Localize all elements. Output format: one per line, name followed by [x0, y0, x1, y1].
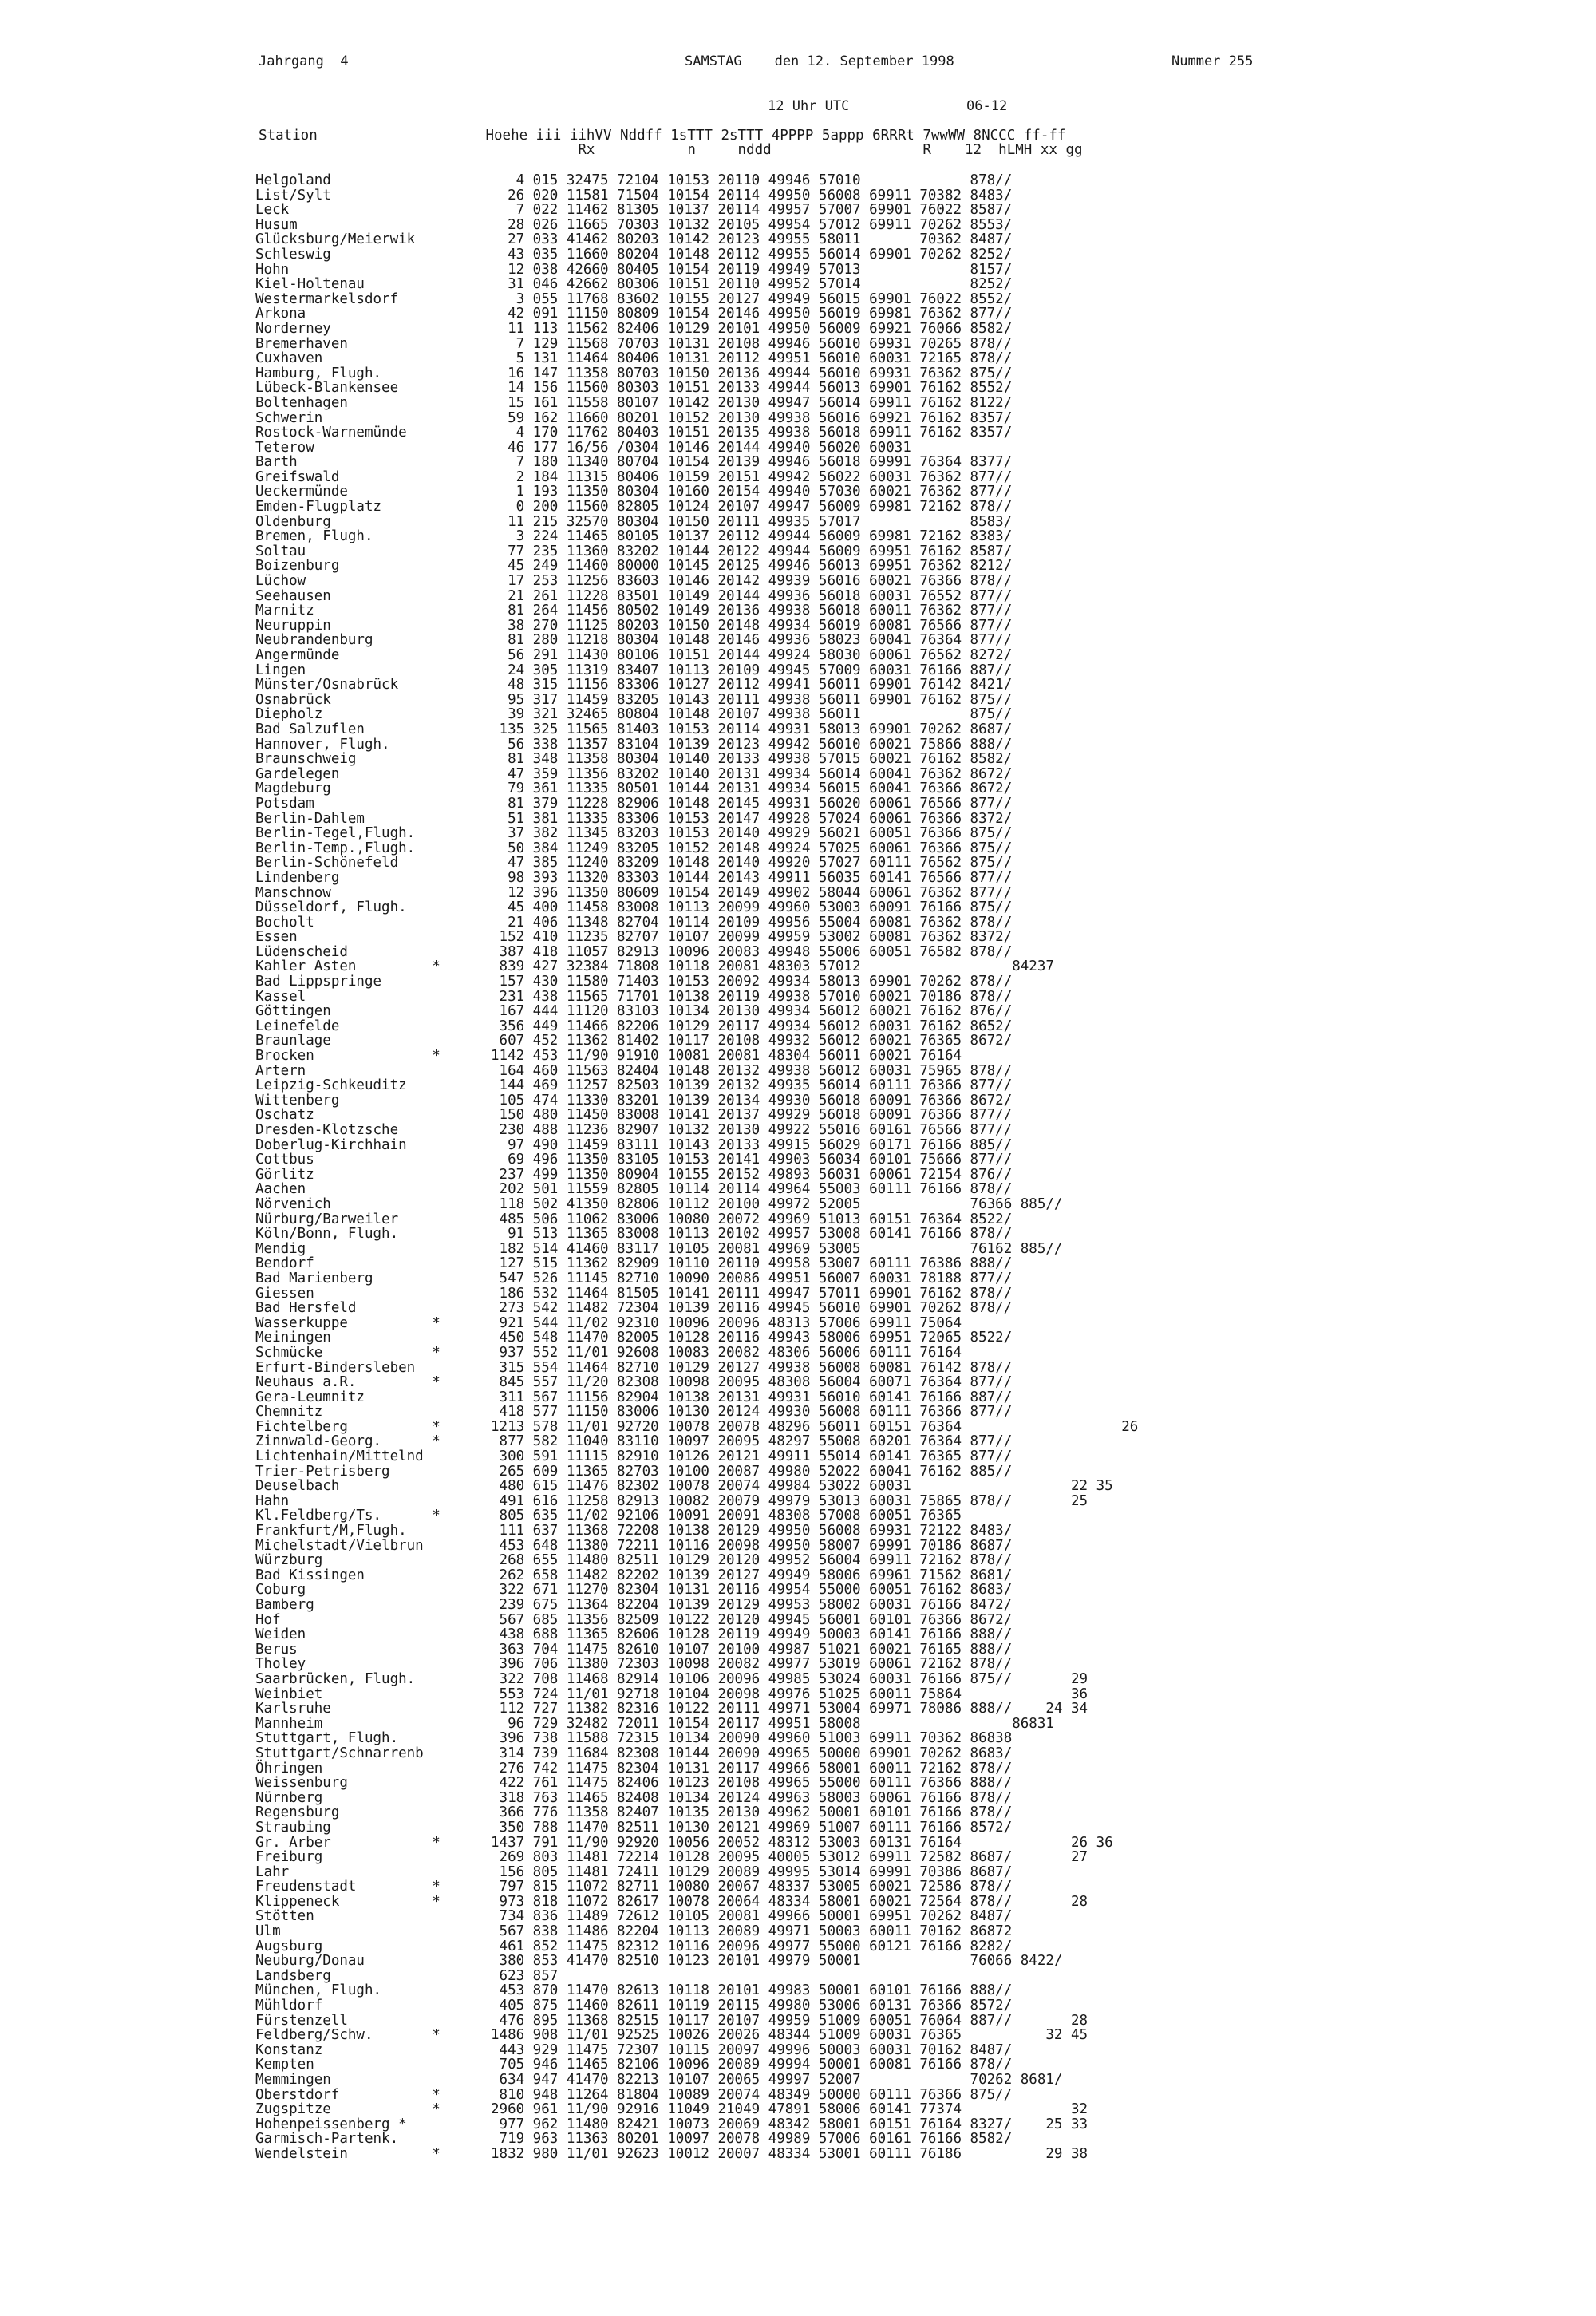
table-row: Weinbiet 553 724 11/01 92718 10104 20098 49976 51025 60011 75864 36 — [255, 1686, 1088, 1702]
table-row: Stuttgart/Schnarrenb 314 739 11684 82308 10144 20090 49965 50000 69901 70262 8683/ — [255, 1745, 1013, 1761]
table-row: List/Sylt 26 020 11581 71504 10154 20114 49950 56008 69911 70382 8483/ — [255, 187, 1013, 204]
table-row: Bad Salzuflen 135 325 11565 81403 10153 20114 49931 58013 69901 70262 8687/ — [255, 721, 1013, 737]
table-row: Zugspitze * 2960 961 11/90 92916 11049 21049 47891 58006 60141 77374 32 — [255, 2101, 1088, 2118]
table-row: Tholey 396 706 11380 72303 10098 20082 49977 53019 60061 72162 878// — [255, 1656, 1013, 1673]
table-row: Rostock-Warnemünde 4 170 11762 80403 10151 20135 49938 56018 69911 76162 8357/ — [255, 425, 1013, 441]
table-row: Weiden 438 688 11365 82606 10128 20119 49949 50003 60141 76166 888// — [255, 1626, 1013, 1643]
table-row: Kiel-Holtenau 31 046 42662 80306 10151 20110 49952 57014 8252/ — [255, 276, 1013, 293]
table-row: Regensburg 366 776 11358 82407 10135 20130 49962 50001 60101 76166 878// — [255, 1804, 1013, 1821]
table-row: Berlin-Dahlem 51 381 11335 83306 10153 20147 49928 57024 60061 76366 8372/ — [255, 810, 1013, 827]
table-row: Feldberg/Schw. * 1486 908 11/01 92525 10026 20026 48344 51009 60031 76365 32 45 — [255, 2027, 1088, 2044]
table-row: Bamberg 239 675 11364 82204 10139 20129 49953 58002 60031 76166 8472/ — [255, 1597, 1013, 1613]
table-row: Emden-Flugplatz 0 200 11560 82805 10124 20107 49947 56009 69981 72162 878// — [255, 499, 1013, 516]
table-row: Erfurt-Bindersleben 315 554 11464 82710 10129 20127 49938 56008 60081 76142 878// — [255, 1359, 1013, 1376]
table-row: Oschatz 150 480 11450 83008 10141 20137 49929 56018 60091 76366 877// — [255, 1107, 1013, 1124]
table-row: Arkona 42 091 11150 80809 10154 20146 49950 56019 69981 76362 877// — [255, 306, 1013, 322]
table-row: Kassel 231 438 11565 71701 10138 20119 49938 57010 60021 70186 878// — [255, 988, 1013, 1005]
table-row: Kempten 705 946 11465 82106 10096 20089 49994 50001 60081 76166 878// — [255, 2057, 1013, 2073]
table-row: Brocken * 1142 453 11/90 91910 10081 20081 48304 56011 60021 76164 — [255, 1048, 962, 1065]
table-row: Berlin-Tegel,Flugh. 37 382 11345 83203 10153 20140 49929 56021 60051 76366 875// — [255, 825, 1013, 842]
table-row: Nürburg/Barweiler 485 506 11062 83006 10080 20072 49969 51013 60151 76364 8522/ — [255, 1211, 1013, 1227]
table-row: Weissenburg 422 761 11475 82406 10123 20108 49965 55000 60111 76366 888// — [255, 1775, 1013, 1792]
table-row: Wendelstein * 1832 980 11/01 92623 10012 20007 48334 53001 60111 76186 29 38 — [255, 2145, 1088, 2162]
station-table — [255, 173, 1138, 2162]
table-row: Leck 7 022 11462 81305 10137 20114 49957 57007 69901 76022 8587/ — [255, 202, 1013, 219]
table-row: Memmingen 634 947 41470 82213 10107 20065 49997 52007 70262 8681/ — [255, 2072, 1063, 2088]
table-row: Norderney 11 113 11562 82406 10129 20101 49950 56009 69921 76066 8582/ — [255, 320, 1013, 337]
table-row: Angermünde 56 291 11430 80106 10151 20144 49924 58030 60061 76562 8272/ — [255, 647, 1013, 663]
table-row: Straubing 350 788 11470 82511 10130 20121 49969 51007 60111 76166 8572/ — [255, 1819, 1013, 1836]
table-row: Braunschweig 81 348 11358 80304 10140 20133 49938 57015 60021 76162 8582/ — [255, 751, 1013, 768]
table-row: Augsburg 461 852 11475 82312 10116 20096 49977 55000 60121 76166 8282/ — [255, 1938, 1013, 1954]
table-row: Bendorf 127 515 11362 82909 10110 20110 49958 53007 60111 76386 888// — [255, 1255, 1013, 1272]
table-row: Saarbrücken, Flugh. 322 708 11468 82914 10106 20096 49985 53024 60031 76166 875// 29 — [255, 1670, 1088, 1687]
table-row: Zinnwald-Georg. * 877 582 11040 83110 10097 20095 48297 55008 60201 76364 877// — [255, 1433, 1013, 1450]
table-row: Landsberg 623 857 — [255, 1967, 559, 1984]
observation-period: 06-12 — [966, 98, 1008, 114]
table-row: Teterow 46 177 16/56 /0304 10146 20144 49940 56020 60031 — [255, 439, 911, 456]
table-row: Mendig 182 514 41460 83117 10105 20081 49969 53005 76162 885// — [255, 1240, 1063, 1257]
table-row: Trier-Petrisberg 265 609 11365 82703 10100 20087 49980 52022 60041 76162 885// — [255, 1463, 1013, 1480]
table-row: Nörvenich 118 502 41350 82806 10112 20100 49972 52005 76366 885// — [255, 1196, 1063, 1212]
table-row: Lingen 24 305 11319 83407 10113 20109 49945 57009 60031 76166 887// — [255, 662, 1013, 678]
table-row: Gardelegen 47 359 11356 83202 10140 20131 49934 56014 60041 76362 8672/ — [255, 765, 1013, 782]
table-row: Leipzig-Schkeuditz 144 469 11257 82503 10139 20132 49935 56014 60111 76366 877// — [255, 1077, 1013, 1094]
table-row: Oldenburg 11 215 32570 80304 10150 20111 49935 57017 8583/ — [255, 513, 1013, 530]
table-row: Coburg 322 671 11270 82304 10131 20116 49954 55000 60051 76162 8683/ — [255, 1582, 1013, 1599]
table-row: Chemnitz 418 577 11150 83006 10130 20124 49930 56008 60111 76366 877// — [255, 1404, 1013, 1421]
header-number: Nummer 255 — [1171, 53, 1254, 69]
table-row: Wasserkuppe * 921 544 11/02 92310 10096 20096 48313 57006 69911 75064 — [255, 1314, 962, 1331]
table-row: Hannover, Flugh. 56 338 11357 83104 10139 20123 49942 56010 60021 75866 888// — [255, 736, 1013, 753]
table-row: Neubrandenburg 81 280 11218 80304 10148 20146 49936 58023 60041 76364 877// — [255, 632, 1013, 649]
table-row: Doberlug-Kirchhain 97 490 11459 83111 10143 20133 49915 56029 60171 76166 885// — [255, 1136, 1013, 1153]
table-row: Freiburg 269 803 11481 72214 10128 20095 40005 53012 69911 72582 8687/ 27 — [255, 1849, 1088, 1866]
table-row: Schleswig 43 035 11660 80204 10148 20112 49955 56014 69901 70262 8252/ — [255, 246, 1013, 263]
table-row: Boltenhagen 15 161 11558 80107 10142 20130 49947 56014 69911 76162 8122/ — [255, 394, 1013, 411]
table-row: Oberstdorf * 810 948 11264 81804 10089 20074 48349 50000 60111 76366 875// — [255, 2086, 1013, 2103]
table-row: Stötten 734 836 11489 72612 10105 20081 49966 50001 69951 70262 8487/ — [255, 1908, 1013, 1925]
table-row: Seehausen 21 261 11228 83501 10149 20144 49936 56018 60031 76552 877// — [255, 587, 1013, 604]
table-row: Hahn 491 616 11258 82913 10082 20079 49979 53013 60031 75865 878// 25 — [255, 1492, 1088, 1509]
table-row: Konstanz 443 929 11475 72307 10115 20097 49996 50003 60031 70162 8487/ — [255, 2041, 1013, 2058]
observation-time: 12 Uhr UTC — [768, 98, 850, 114]
table-row: Magdeburg 79 361 11335 80501 10144 20131 49934 56015 60041 76366 8672/ — [255, 781, 1013, 797]
table-row: Braunlage 607 452 11362 81402 10117 20108 49932 56012 60021 76365 8672/ — [255, 1033, 1013, 1049]
table-row: Hohenpeissenberg * 977 962 11480 82421 10073 20069 48342 58001 60151 76164 8327/ 25 33 — [255, 2116, 1088, 2132]
table-row: Lahr 156 805 11481 72411 10129 20089 49995 53014 69991 70386 8687/ — [255, 1863, 1013, 1880]
table-row: Lübeck-Blankensee 14 156 11560 80303 10151 20133 49944 56013 69901 76162 8552/ — [255, 380, 1013, 397]
table-row: Ulm 567 838 11486 82204 10113 20089 49971 50003 60011 70162 86872 — [255, 1923, 1013, 1940]
table-row: Bremerhaven 7 129 11568 70703 10131 20108 49946 56010 69931 70265 878// — [255, 335, 1013, 352]
table-row: Westermarkelsdorf 3 055 11768 83602 10155 20127 49949 56015 69901 76022 8552/ — [255, 290, 1013, 307]
table-row: Klippeneck * 973 818 11072 82617 10078 20064 48334 58001 60021 72564 878// 28 — [255, 1893, 1088, 1910]
table-row: Michelstadt/Vielbrun 453 648 11380 72211 10116 20098 49950 58007 69991 70186 8687/ — [255, 1537, 1013, 1554]
table-row: Frankfurt/M,Flugh. 111 637 11368 72208 10138 20129 49950 56008 69931 72122 8483/ — [255, 1523, 1013, 1539]
table-row: Aachen 202 501 11559 82805 10114 20114 49964 55003 60111 76166 878// — [255, 1181, 1013, 1198]
table-row: Berus 363 704 11475 82610 10107 20100 49987 51021 60021 76165 888// — [255, 1641, 1013, 1658]
table-row: Soltau 77 235 11360 83202 10144 20122 49944 56009 69951 76162 8587/ — [255, 543, 1013, 559]
table-row: Gera-Leumnitz 311 567 11156 82904 10138 20131 49931 56010 60141 76166 887// — [255, 1389, 1013, 1405]
table-row: Wittenberg 105 474 11330 83201 10139 20134 49930 56018 60091 76366 8672/ — [255, 1092, 1013, 1109]
table-row: Glücksburg/Meierwik 27 033 41462 80203 10142 20123 49955 58011 70362 8487/ — [255, 231, 1013, 248]
header-date: SAMSTAG den 12. September 1998 — [685, 53, 954, 69]
table-row: Diepholz 39 321 32465 80804 10148 20107 49938 56011 875// — [255, 706, 1013, 723]
table-row: Kl.Feldberg/Ts. * 805 635 11/02 92106 10091 20091 48308 57008 60051 76365 — [255, 1508, 962, 1524]
table-row: Bremen, Flugh. 3 224 11465 80105 10137 20112 49944 56009 69981 72162 8383/ — [255, 528, 1013, 545]
column-header-line-1: Station Hoehe iii iihVV Nddff 1sTTT 2sTTT 4PPPP 5appp 6RRRt 7wwWW 8NCCC ff-ff — [259, 128, 1066, 144]
table-row: Osnabrück 95 317 11459 83205 10143 20111 49938 56011 69901 76162 875// — [255, 691, 1013, 708]
table-row: Ueckermünde 1 193 11350 80304 10160 20154 49940 57030 60021 76362 877// — [255, 484, 1013, 500]
table-row: Gr. Arber * 1437 791 11/90 92920 10056 20052 48312 53003 60131 76164 26 36 — [255, 1834, 1113, 1851]
table-row: Barth 7 180 11340 80704 10154 20139 49946 56018 69991 76364 8377/ — [255, 454, 1013, 471]
table-row: Meiningen 450 548 11470 82005 10128 20116 49943 58006 69951 72065 8522/ — [255, 1330, 1013, 1346]
table-row: Mühldorf 405 875 11460 82611 10119 20115 49980 53006 60131 76366 8572/ — [255, 1998, 1013, 2014]
table-row: Freudenstadt * 797 815 11072 82711 10080 20067 48337 53005 60021 72586 878// — [255, 1879, 1013, 1895]
table-row: Marnitz 81 264 11456 80502 10149 20136 49938 56018 60011 76362 877// — [255, 603, 1013, 619]
table-row: Berlin-Temp.,Flugh. 50 384 11249 83205 10152 20148 49924 57025 60061 76366 875// — [255, 840, 1013, 856]
table-row: Cottbus 69 496 11350 83105 10153 20141 49903 56034 60101 75666 877// — [255, 1152, 1013, 1168]
table-row: Neuruppin 38 270 11125 80203 10150 20148 49934 56019 60081 76566 877// — [255, 617, 1013, 634]
table-row: Berlin-Schönefeld 47 385 11240 83209 10148 20140 49920 57027 60111 76562 875// — [255, 855, 1013, 871]
table-row: Bad Hersfeld 273 542 11482 72304 10139 20116 49945 56010 69901 70262 878// — [255, 1300, 1013, 1317]
table-row: Fichtelberg * 1213 578 11/01 92720 10078 20078 48296 56011 60151 76364 26 — [255, 1418, 1139, 1435]
table-row: Bad Lippspringe 157 430 11580 71403 10153 20092 49934 58013 69901 70262 878// — [255, 974, 1013, 990]
table-row: Husum 28 026 11665 70303 10132 20105 49954 57012 69911 70262 8553/ — [255, 216, 1013, 233]
table-row: Potsdam 81 379 11228 82906 10148 20145 49931 56020 60061 76566 877// — [255, 795, 1013, 812]
table-row: München, Flugh. 453 870 11470 82613 10118 20101 49983 50001 60101 76166 888// — [255, 1982, 1013, 1999]
table-row: Karlsruhe 112 727 11382 82316 10122 20111 49971 53004 69971 78086 888// 24 34 — [255, 1701, 1088, 1717]
table-row: Schmücke * 937 552 11/01 92608 10083 20082 48306 56006 60111 76164 — [255, 1344, 962, 1361]
table-row: Leinefelde 356 449 11466 82206 10129 20117 49934 56012 60031 76162 8652/ — [255, 1018, 1013, 1034]
table-row: Helgoland 4 015 32475 72104 10153 20110 49946 57010 878// — [255, 172, 1013, 188]
table-row: Bad Marienberg 547 526 11145 82710 10090 20086 49951 56007 60031 78188 877// — [255, 1270, 1013, 1286]
table-row: Cuxhaven 5 131 11464 80406 10131 20112 49951 56010 60031 72165 878// — [255, 350, 1013, 367]
column-header-line-2: Rx n nddd R 12 hLMH xx gg — [259, 142, 1083, 158]
table-row: Kahler Asten * 839 427 32384 71808 10118 20081 48303 57012 84237 — [255, 958, 1054, 975]
header-volume: Jahrgang 4 — [259, 53, 349, 69]
table-row: Schwerin 59 162 11660 80201 10152 20130 49938 56016 69921 76162 8357/ — [255, 409, 1013, 426]
table-row: Dresden-Klotzsche 230 488 11236 82907 10132 20130 49922 55016 60161 76566 877// — [255, 1122, 1013, 1138]
table-row: Bad Kissingen 262 658 11482 82202 10139 20127 49949 58006 69961 71562 8681/ — [255, 1567, 1013, 1583]
table-row: Görlitz 237 499 11350 80904 10155 20152 49893 56031 60061 72154 876// — [255, 1166, 1013, 1183]
table-row: Düsseldorf, Flugh. 45 400 11458 83008 10113 20099 49960 53003 60091 76166 875// — [255, 899, 1013, 916]
table-row: Fürstenzell 476 895 11368 82515 10117 20107 49959 51009 60051 76064 887// 28 — [255, 2012, 1088, 2029]
table-row: Göttingen 167 444 11120 83103 10134 20130 49934 56012 60021 76162 876// — [255, 1003, 1013, 1020]
table-row: Würzburg 268 655 11480 82511 10129 20120 49952 56004 69911 72162 878// — [255, 1552, 1013, 1569]
table-row: Garmisch-Partenk. 719 963 11363 80201 10097 20078 49989 57006 60161 76166 8582/ — [255, 2131, 1013, 2148]
table-row: Lüchow 17 253 11256 83603 10146 20142 49939 56016 60021 76366 878// — [255, 573, 1013, 590]
table-row: Manschnow 12 396 11350 80609 10154 20149 49902 58044 60061 76362 877// — [255, 884, 1013, 901]
table-row: Hof 567 685 11356 82509 10122 20120 49945 56001 60101 76366 8672/ — [255, 1611, 1013, 1628]
table-row: Neuburg/Donau 380 853 41470 82510 10123 20101 49979 50001 76066 8422/ — [255, 1953, 1063, 1970]
table-row: Lindenberg 98 393 11320 83303 10144 20143 49911 56035 60141 76566 877// — [255, 869, 1013, 886]
table-row: Essen 152 410 11235 82707 10107 20099 49959 53002 60081 76362 8372/ — [255, 929, 1013, 946]
table-row: Giessen 186 532 11464 81505 10141 20111 49947 57011 69901 76162 878// — [255, 1285, 1013, 1302]
table-row: Deuselbach 480 615 11476 82302 10078 20074 49984 53022 60031 22 35 — [255, 1478, 1113, 1495]
table-row: Boizenburg 45 249 11460 80000 10145 20125 49946 56013 69951 76362 8212/ — [255, 558, 1013, 575]
table-row: Stuttgart, Flugh. 396 738 11588 72315 10134 20090 49960 51003 69911 70362 86838 — [255, 1730, 1013, 1747]
table-row: Artern 164 460 11563 82404 10148 20132 49938 56012 60031 75965 878// — [255, 1062, 1013, 1079]
table-row: Neuhaus a.R. * 845 557 11/20 82308 10098 20095 48308 56004 60071 76364 877// — [255, 1374, 1013, 1391]
table-row: Lüdenscheid 387 418 11057 82913 10096 20083 49948 55006 60051 76582 878// — [255, 943, 1013, 960]
table-row: Bocholt 21 406 11348 82704 10114 20109 49956 55004 60081 76362 878// — [255, 914, 1013, 931]
table-row: Nürnberg 318 763 11465 82408 10134 20124 49963 58003 60061 76166 878// — [255, 1789, 1013, 1806]
table-row: Hohn 12 038 42660 80405 10154 20119 49949 57013 8157/ — [255, 261, 1013, 278]
table-row: Öhringen 276 742 11475 82304 10131 20117 49966 58001 60011 72162 878// — [255, 1760, 1013, 1777]
table-row: Mannheim 96 729 32482 72011 10154 20117 49951 58008 86831 — [255, 1715, 1054, 1732]
table-row: Köln/Bonn, Flugh. 91 513 11365 83008 10113 20102 49957 53008 60141 76166 878// — [255, 1226, 1013, 1243]
table-row: Greifswald 2 184 11315 80406 10159 20151 49942 56022 60031 76362 877// — [255, 468, 1013, 485]
table-row: Münster/Osnabrück 48 315 11156 83306 10127 20112 49941 56011 69901 76142 8421/ — [255, 677, 1013, 694]
table-row: Lichtenhain/Mittelnd 300 591 11115 82910 10126 20121 49911 55014 60141 76365 877// — [255, 1448, 1013, 1465]
table-row: Hamburg, Flugh. 16 147 11358 80703 10150 20136 49944 56010 69931 76362 875// — [255, 365, 1013, 381]
